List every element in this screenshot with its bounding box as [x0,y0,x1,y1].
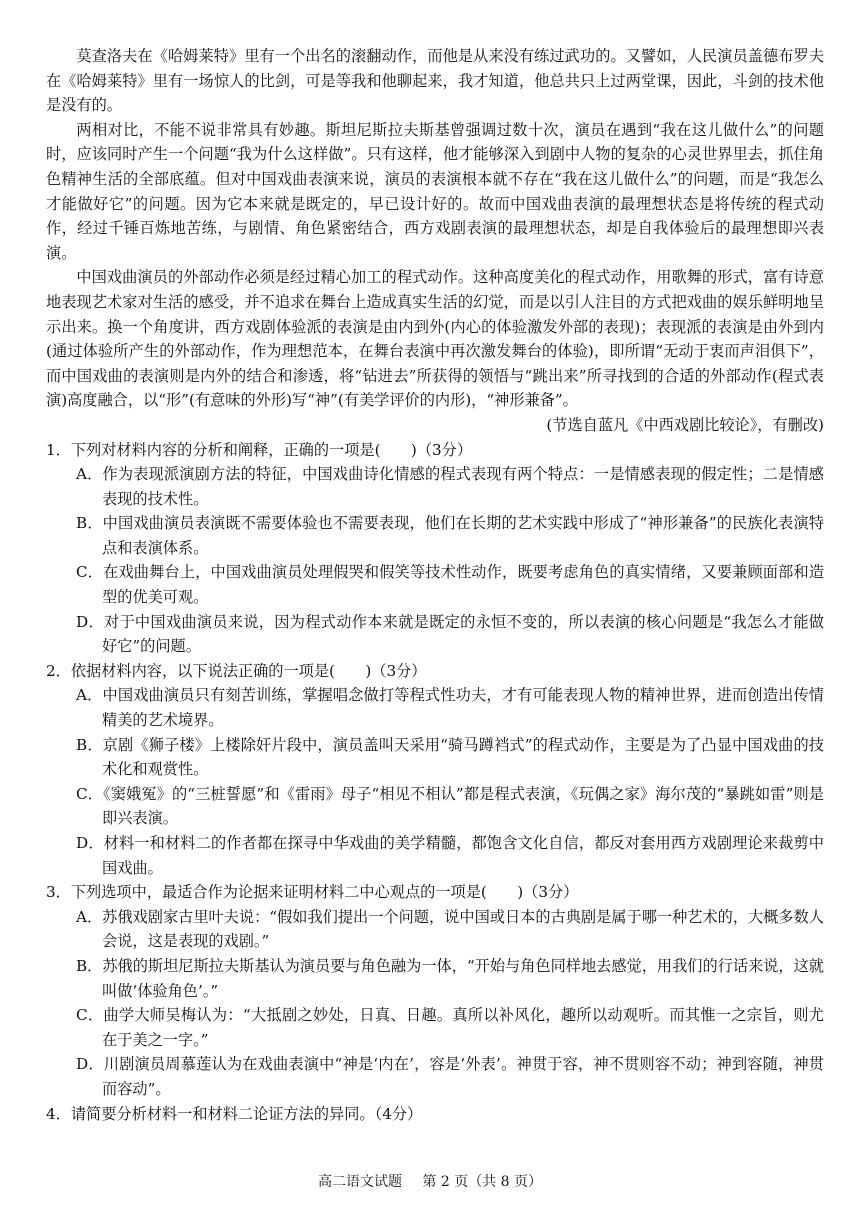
option-b: B．苏俄的斯坦尼斯拉夫斯基认为演员要与角色融为一体，“开始与角色同样地去感觉，用我们的行话来说，这就叫做‘体验角色’。” [76,956,824,1000]
source-citation: (节选自蓝凡《中西戏剧比较论》，有删改) [546,415,824,434]
exam-page [46,44,824,1126]
option-b: B．中国戏曲演员表演既不需要体验也不需要表现，他们在长期的艺术实践中形成了“神形兼备”的民族化表演特点和表演体系。 [76,514,824,557]
option-c: C．曲学大师吴梅认为：“大抵剧之妙处，日真、日趣。真所以补风化，趣所以动观听。而其惟一之宗旨，则尤在于美之一字。” [76,1006,824,1049]
option-a: A．苏俄戏剧家古里叶夫说：“假如我们提出一个问题，说中国或日本的古典剧是属于哪一种艺术的，大概多数人会说，这是表现的戏剧。” [76,907,824,951]
option-c: C．在戏曲舞台上，中国戏曲演员处理假哭和假笑等技术性动作，既要考虑角色的真实情绪，又要兼顾面部和造型的优美可观。 [76,563,824,607]
question-stem: 4．请简要分析材料一和材料二论证方法的异同。（4分） [46,1104,423,1123]
option-a: A．中国戏曲演员只有刻苦训练，掌握唱念做打等程式性功夫，才有可能表现人物的精神世界，进而创造出传情精美的艺术境界。 [76,686,824,730]
footer-page-number: 第 2 页（共 8 页） [422,1174,543,1190]
question-3 [46,880,824,1101]
question-1 [46,438,824,659]
option-c: C．《窦娥冤》的“三桩誓愿”和《雷雨》母子“相见不相认”都是程式表演，《玩偶之家》海尔茂的“暴跳如雷”则是即兴表演。 [76,784,824,828]
question-stem: 3．下列选项中，最适合作为论据来证明材料二中心观点的一项是( )（3分） [46,883,579,902]
question-stem: 2．依据材料内容，以下说法正确的一项是( )（3分） [46,661,427,680]
footer-subject: 高二语文试题 [317,1174,402,1190]
question-4 [46,1102,824,1127]
passage-paragraph: 莫查洛夫在《哈姆莱特》里有一个出名的滚翻动作，而他是从来没有练过武功的。又譬如，人民演员盖德布罗夫在《哈姆莱特》里有一场惊人的比剑，可是等我和他聊起来，我才知道，他总共只上过两堂课，因此，斗剑的技术他是没有的。 [46,47,824,115]
option-d: D．材料一和材料二的作者都在探寻中华戏曲的美学精髓，都饱含文化自信，都反对套用西方戏剧理论来裁剪中国戏曲。 [76,834,824,877]
question-2 [46,659,824,880]
option-b: B．京剧《狮子楼》上楼除奸片段中，演员盖叫天采用“骑马蹲裆式”的程式动作，主要是为了凸显中国戏曲的技术化和观赏性。 [76,735,824,779]
passage-paragraph: 中国戏曲演员的外部动作必须是经过精心加工的程式动作。这种高度美化的程式动作，用歌舞的形式，富有诗意地表现艺术家对生活的感受，并不追求在舞台上造成真实生活的幻觉，而是以引人注目的方式把戏曲的娱乐鲜明地呈示出来。换一个角度讲，西方戏剧体验派的表演是由内到外(内心的体验激发外部的表现)；表现派的表演是由外到内(通过体验所产生的外部动作，作为理想范本，在舞台表演中再次激发舞台的体验)，即所谓“无动于衷而声泪俱下”，而中国戏曲的表演则是内外的结合和渗透，将“钻进去”所获得的领悟与“跳出来”所寻找到的合适的外部动作(程式表演)高度融合，以“形”(有意味的外形)写“神”(有美学评价的内形)，“神形兼备”。 [46,268,824,410]
question-stem: 1．下列对材料内容的分析和阐释，正确的一项是( )（3分） [46,440,473,459]
option-d: D．对于中国戏曲演员来说，因为程式动作本来就是既定的永恒不变的，所以表演的核心问题是“我怎么才能做好它”的问题。 [76,612,824,656]
passage-paragraph: 两相对比，不能不说非常具有妙趣。斯坦尼斯拉夫斯基曾强调过数十次，演员在遇到“我在这儿做什么”的问题时，应该同时产生一个问题“我为什么这样做”。只有这样，他才能够深入到剧中人物的复杂的心灵世界里去，抓住角色精神生活的全部底蕴。但对中国戏曲表演来说，演员的表演根本就不存在“我在这儿做什么”的问题，而是“我怎么才能做好它”的问题。因为它本来就是既定的，早已设计好的。故而中国戏曲表演的最理想状态是将传统的程式动作，经过千锤百炼地苦练，与剧情、角色紧密结合，西方戏剧表演的最理想状态，却是自我体验后的最理想即兴表演。 [46,120,824,262]
option-d: D．川剧演员周慕莲认为在戏曲表演中“神是‘内在’，容是‘外表’。神贯于容，神不贯则容不动；神到容随，神贯而容动”。 [76,1055,824,1098]
option-a: A．作为表现派演剧方法的特征，中国戏曲诗化情感的程式表现有两个特点：一是情感表现的假定性；二是情感表现的技术性。 [76,465,824,508]
page-footer [0,1171,860,1191]
